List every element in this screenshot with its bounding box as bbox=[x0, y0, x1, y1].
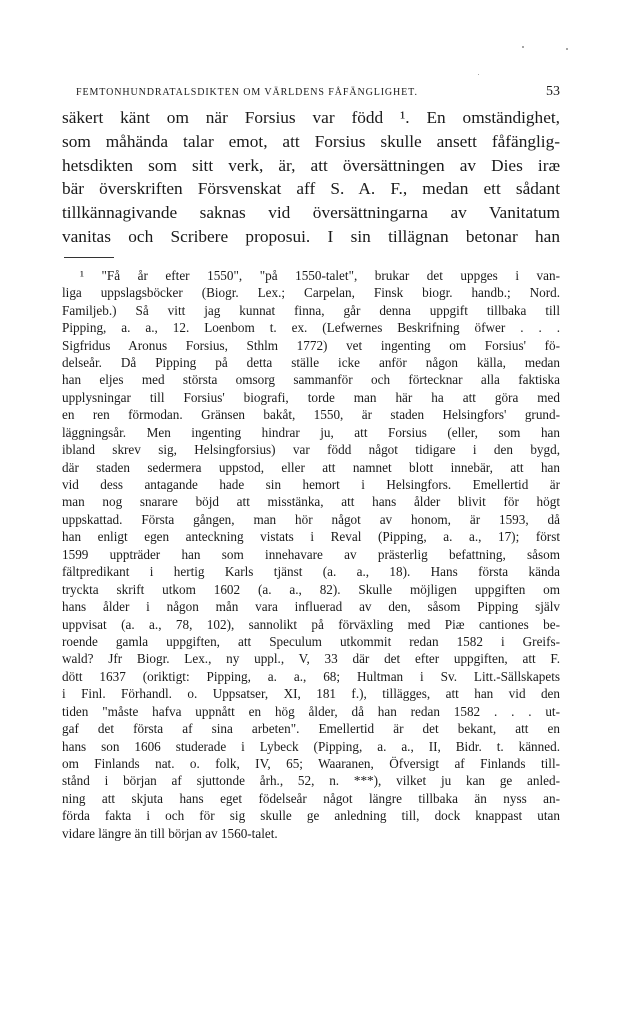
paper-speck bbox=[522, 46, 524, 48]
body-line: tillkännagivande saknas vid översättningarna av Vanitatum bbox=[62, 203, 560, 223]
footnote bbox=[62, 267, 560, 842]
book-page bbox=[62, 84, 560, 842]
footnote-line: upplysningar till Forsius' biografi, torde man här ha att göra med bbox=[62, 389, 560, 405]
footnote-line: i Finl. Förhandl. o. Uppsatser, XI, 181 f.), tillägges, att han vid den bbox=[62, 686, 560, 702]
footnote-line: stånd i början af sjuttonde årh., 52, n. ***), vilket ju kan ge anled- bbox=[62, 773, 560, 789]
running-head-title: FEMTONHUNDRATALSDIKTEN OM VÄRLDENS FÅFÄNGLIGHET. bbox=[76, 87, 418, 98]
footnote-line: Familjeb.) Så vitt jag kunnat finna, går denna uppgift tillbaka till bbox=[62, 302, 560, 318]
body-text bbox=[62, 106, 560, 249]
running-head bbox=[62, 84, 560, 100]
footnote-line: vidare längre än till början av 1560-talet. bbox=[62, 825, 278, 841]
footnote-line: en ren förmodan. Gränsen bakåt, 1550, är staden Helsingfors' grund- bbox=[62, 407, 560, 423]
footnote-line: ning att skjuta hans eget födelseår något längre tillbaka än nyss an- bbox=[62, 790, 560, 806]
footnote-line: Pipping, a. a., 12. Loenbom t. ex. (Lefwernes Beskrifning öfwer . . . bbox=[62, 320, 560, 336]
footnote-line: dött 1637 (oriktigt: Pipping, a. a., 68; Hultman i Sv. Litt.-Sällskapets bbox=[62, 668, 560, 684]
footnote-line: wald? Jfr Biogr. Lex., ny uppl., V, 33 där det efter uppgiften, att F. bbox=[62, 651, 560, 667]
footnote-line: hans ålder i någon mån vara influerad av den, såsom Pipping själv bbox=[62, 599, 560, 615]
footnote-line: liga uppslagsböcker (Biogr. Lex.; Carpelan, Finsk biogr. handb.; Nord. bbox=[62, 285, 560, 301]
body-line: säkert känt om när Forsius var född ¹. En omständighet, bbox=[62, 108, 560, 127]
footnote-line: han enligt egen anteckning vistats i Reval (Pipping, a. a., 17); först bbox=[62, 529, 560, 545]
page-number: 53 bbox=[546, 84, 560, 99]
footnote-line: om Finlands nat. o. folk, IV, 65; Waaranen, Öfversigt af Finlands till- bbox=[62, 756, 560, 772]
footnote-rule bbox=[64, 257, 114, 258]
body-line: som måhända talar emot, att Forsius skulle ansett fåfänglig- bbox=[62, 131, 560, 151]
footnote-line: man nog snarare böjd att misstänka, att hans ålder blivit för högt bbox=[62, 494, 560, 510]
footnote-line: uppskattad. Första gången, man hör något av honom, är 1593, då bbox=[62, 511, 560, 527]
body-line: hetsdikten som sitt verk, är, att översättningen av Dies iræ bbox=[62, 155, 560, 175]
footnote-line: 1599 uppträder han som innehavare av prästerlig befattning, såsom bbox=[62, 546, 560, 562]
footnote-line: vid dess antagande hade sin hemort i Helsingfors. Emellertid är bbox=[62, 477, 560, 493]
footnote-line: läggningsår. Men ingenting hindrar ju, att Forsius (eller, som han bbox=[62, 424, 560, 440]
body-line: vanitas och Scribere proposui. I sin tillägnan betonar han bbox=[62, 226, 560, 246]
body-line: bär överskriften Försvenskat aff S. A. F., medan ett sådant bbox=[62, 179, 560, 199]
footnote-line: delseår. Då Pipping på detta ställe icke anför någon källa, medan bbox=[62, 354, 560, 370]
footnote-line: hans son 1606 studerade i Lybeck (Pipping, a. a., II, Bidr. t. känned. bbox=[62, 738, 560, 754]
footnote-line: ibland skrev sig, Helsingforsius) var född något tidigare i den bygd, bbox=[62, 442, 560, 458]
footnote-line: tryckta skrift utkom 1602 (a. a., 82). Skulle möjligen uppgiften om bbox=[62, 581, 560, 597]
footnote-line: tiden "måste hafva uppnått en hög ålder, då han redan 1582 . . . ut- bbox=[62, 703, 560, 719]
footnote-line: förda fakta i och för sig skulle ge anledning till, dock knappast utan bbox=[62, 808, 560, 824]
footnote-line: ¹ "Få år efter 1550", "på 1550-talet", brukar det uppges i van- bbox=[80, 267, 560, 283]
footnote-line: Sigfridus Aronus Forsius, Sthlm 1772) vet ingenting om Forsius' fö- bbox=[62, 337, 560, 353]
footnote-line: gaf det första af sina arbeten". Emellertid är det bekant, att en bbox=[62, 721, 560, 737]
footnote-line: roende gamla uppgiften, att Speculum utkommit redan 1582 i Greifs- bbox=[62, 633, 560, 649]
paper-speck bbox=[566, 48, 568, 50]
footnote-line: uppvisat (a. a., 78, 102), sannolikt på förväxling med Piæ cantiones be- bbox=[62, 616, 560, 632]
footnote-line: fältpredikant i hertig Karls tjänst (a. a., 18). Hans första kända bbox=[62, 564, 560, 580]
footnote-line: han eljes med största omsorg sammanför och förtecknar alla faktiska bbox=[62, 372, 560, 388]
paper-speck bbox=[478, 74, 479, 75]
footnote-line: där staden sedermera uppstod, eller att namnet blott innebär, att han bbox=[62, 459, 560, 475]
